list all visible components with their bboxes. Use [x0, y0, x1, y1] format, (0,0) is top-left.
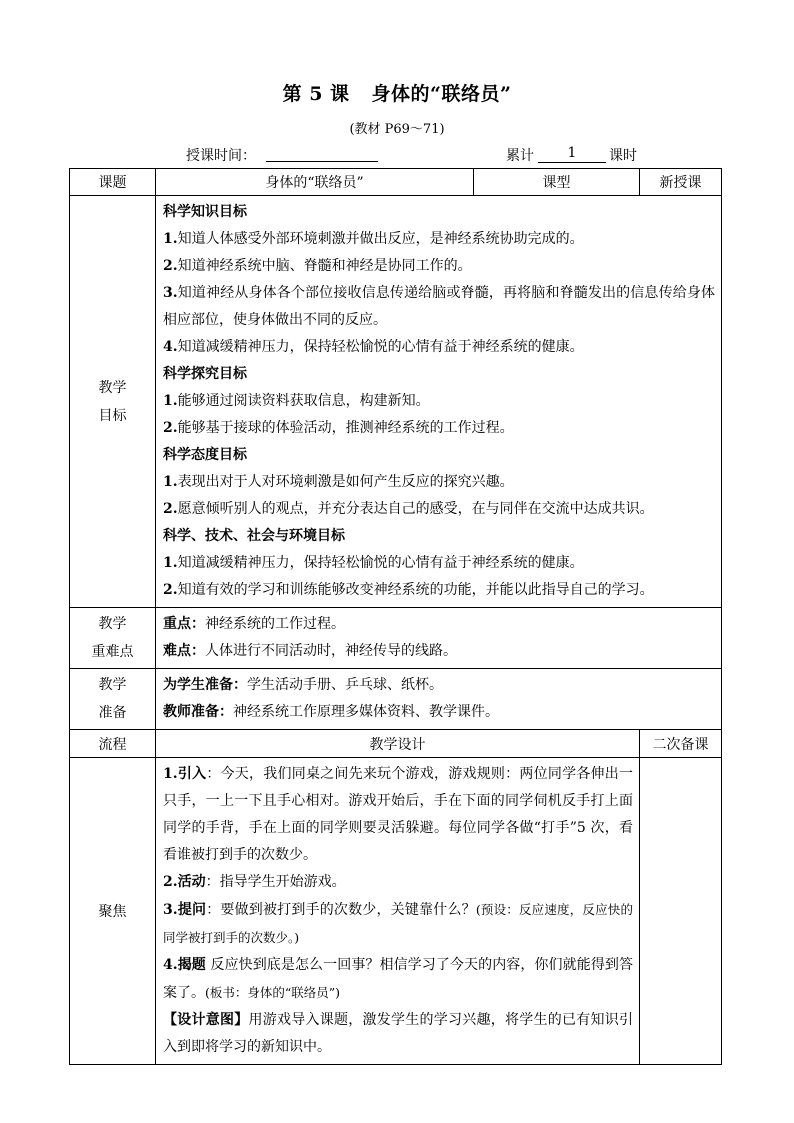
goal-heading-stse: 科学、技术、社会与环境目标	[163, 528, 345, 544]
key-points-row	[70, 608, 722, 669]
design-header: 教学设计	[156, 730, 640, 758]
goal-item: 2.能够基于接球的体验活动，推测神经系统的工作过程。	[163, 420, 514, 436]
textbook-pages: (教材 P69～71)	[349, 122, 445, 137]
key-points-label: 教学 重难点	[70, 608, 156, 669]
prep-label: 教学 准备	[70, 669, 156, 730]
lesson-meta	[0, 145, 794, 167]
lesson-name: 身体的“联络员”	[371, 83, 512, 105]
hard-point: 难点：人体进行不同活动时，神经传导的线路。	[163, 643, 457, 659]
focus-activity: 2.活动：指导学生开始游戏。	[163, 874, 346, 890]
flow-header-row	[70, 730, 722, 758]
goal-item: 3.知道神经从身体各个部位接收信息传递给脑或脊髓，再将脑和脊髓发出的信息传给身体相应部位，使身体做出不同的反应。	[163, 285, 715, 328]
goal-item: 1.知道减缓精神压力，保持轻松愉悦的心情有益于神经系统的健康。	[163, 555, 584, 571]
goal-heading-attitude: 科学态度目标	[163, 447, 247, 463]
topic-row	[70, 169, 722, 196]
goal-item: 2.知道有效的学习和训练能够改变神经系统的功能，并能以此指导自己的学习。	[163, 582, 654, 598]
focus-row	[70, 758, 722, 1065]
unit-label: 课时	[609, 148, 637, 164]
focus-intro: 1.引入：今天，我们同桌之间先来玩个游戏，游戏规则：两位同学各伸出一只手，一上一下且手心相对。游戏开始后，手在下面的同学伺机反手打上面同学的手背，手在上面的同学则要灵活躲避。每位同学各做“打手”5 次，看看谁被打到手的次数少。	[163, 766, 634, 863]
focus-design-intent: 【设计意图】用游戏导入课题，激发学生的学习兴趣，将学生的已有知识引入到即将学习的新知识中。	[163, 1012, 633, 1055]
goals-row	[70, 196, 722, 608]
goal-item: 1.知道人体感受外部环境刺激并做出反应，是神经系统协助完成的。	[163, 231, 584, 247]
goal-item: 4.知道减缓精神压力，保持轻松愉悦的心情有益于神经系统的健康。	[163, 339, 584, 355]
total-label: 累计	[506, 148, 534, 164]
topic-value: 身体的“联络员”	[156, 169, 474, 196]
goal-item: 2.知道神经系统中脑、脊髓和神经是协同工作的。	[163, 258, 472, 274]
prep-content	[156, 669, 722, 730]
goal-item: 1.表现出对于人对环境刺激是如何产生反应的探究兴趣。	[163, 474, 514, 490]
goals-content	[156, 196, 722, 608]
type-label: 课型	[474, 169, 640, 196]
lesson-number: 第 5 课	[282, 83, 350, 105]
second-prep-cell[interactable]	[640, 758, 722, 1065]
focus-reveal: 4.揭题 反应快到底是怎么一回事？相信学习了今天的内容，你们就能得到答案了。(板书：身体的“联络员”)	[163, 957, 633, 1001]
goal-item: 2.愿意倾听别人的观点，并充分表达自己的感受，在与同伴在交流中达成共识。	[163, 501, 654, 517]
goal-item: 1.能够通过阅读资料获取信息，构建新知。	[163, 393, 430, 409]
flow-header: 流程	[70, 730, 156, 758]
goals-label: 教学 目标	[70, 196, 156, 608]
focus-label: 聚焦	[70, 758, 156, 1065]
type-value: 新授课	[640, 169, 722, 196]
focus-question: 3.提问：要做到被打到手的次数少，关键靠什么？(预设：反应速度，反应快的同学被打到手的次数少。)	[163, 902, 633, 945]
focus-content	[156, 758, 640, 1065]
goal-heading-knowledge: 科学知识目标	[163, 204, 247, 220]
lesson-title	[0, 79, 794, 106]
total-value: 1	[538, 145, 606, 163]
teach-time-label: 授课时间：	[186, 148, 256, 164]
teacher-prep: 教师准备：神经系统工作原理多媒体资料、教学课件。	[163, 704, 499, 720]
key-points-content	[156, 608, 722, 669]
teach-time-blank	[266, 161, 378, 162]
lesson-plan-table	[69, 168, 722, 1065]
goal-heading-inquiry: 科学探究目标	[163, 366, 247, 382]
topic-label: 课题	[70, 169, 156, 196]
student-prep: 为学生准备：学生活动手册、乒乓球、纸杯。	[163, 677, 443, 693]
second-prep-header: 二次备课	[640, 730, 722, 758]
key-point: 重点：神经系统的工作过程。	[163, 616, 345, 632]
prep-row	[70, 669, 722, 730]
